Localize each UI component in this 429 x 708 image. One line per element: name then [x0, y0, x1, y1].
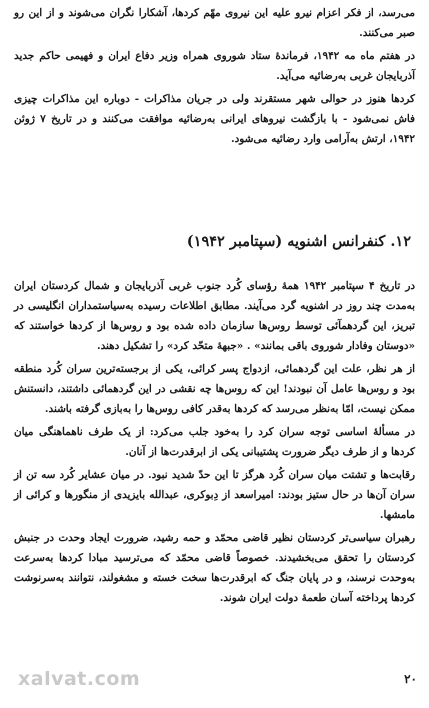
paragraph: در مسألهٔ اساسی توجه سران کرد را به‌خود جلب می‌کرد: از یک طرف ناهماهنگی میان کردها و از طرف دیگر ضرورت پشتیبانی یکی از ابرقدرت‌ها از آنان. [14, 426, 415, 458]
paragraph: کردها هنوز در حوالی شهر مستقرند ولی در جریان مذاکرات - دوباره این مذاکرات چیزی فاش نمی‌شود - با بازگشت نیروهای ایرانی به‌رضائیه موافقت می‌کنند و در تاریخ ۷ ژوئن ۱۹۴۲، ارتش به‌آرامی وارد رضائیه می‌شود. [14, 93, 415, 145]
paragraph: رقابت‌ها و تشتت میان سران کُرد هرگز تا این حدّ شدید نبود. در میان عشایر کُرد سه تن از سران آن‌ها در حال ستیز بودند: امیراسعد از دِبوکری، عبدالله بایزیدی از منگورها و کرائی از مامشها. [14, 469, 415, 521]
page-number: ۲۰ [404, 672, 417, 686]
section-heading: ۱۲. کنفرانس اشنویه (سپتامبر ۱۹۴۲) [186, 233, 411, 250]
paragraph: از هر نظر، علت این گردهمائی، ازدواج پسر کرائی، یکی از برجسته‌ترین سران کُرد منطقه بود و روس‌ها عامل آن نبودند! این که روس‌ها چه نقشی در این گردهمائی داشتند، دانستنش ممکن نیست، امّا به‌نظر می‌رسد که کردها به‌قدر کافی روس‌ها را به‌بازی گرفته باشند. [14, 363, 415, 415]
paragraph: می‌رسد، از فکر اعزام نیرو علیه این نیروی مهّم کردها، آشکارا نگران می‌شوند و از این رو صبر می‌کنند. [14, 7, 415, 39]
watermark: xalvat.com [18, 668, 141, 690]
body-text-block [14, 276, 415, 608]
paragraph: در هفتم ماه مه ۱۹۴۲، فرماندهٔ ستاد شوروی همراه وزیر دفاع ایران و فهیمی حاکم جدید آذربایجان غربی به‌رضائیه می‌آید. [14, 50, 415, 82]
paragraph: در تاریخ ۴ سپتامبر ۱۹۴۲ همهٔ رؤسای کُرد جنوب غربی آذربایجان و شمال کردستان ایران به‌مدت چند روز در اشنویه گرد می‌آیند. مطابق اطلاعات رسیده به‌سیاستمداران انگلیسی در تبریز، این گردهمآئی توسط روس‌ها سازمان داده شده بود و روس‌ها از کردها خواستند که «دوستان وفادار شوروی باقی بمانند» . «جبههٔ متحّد کرد» را تشکیل دهند. [14, 280, 415, 352]
paragraph: رهبران سیاسی‌تر کردستان نظیر قاضی محمّد و حمه رشید، ضرورت ایجاد وحدت در جنبش کردستان را تحقق می‌بخشیدند. خصوصاً قاضی محمّد که می‌ترسید مبادا کردها به‌سرعت به‌وحدت نرسند، و در پایان جنگ که ابرقدرت‌ها سخت خسته و مشغولند، نتوانند به‌سرنوشت کردها پرداخته آسان طعمهٔ دولت ایران شوند. [14, 532, 415, 604]
top-text-block [14, 3, 415, 149]
